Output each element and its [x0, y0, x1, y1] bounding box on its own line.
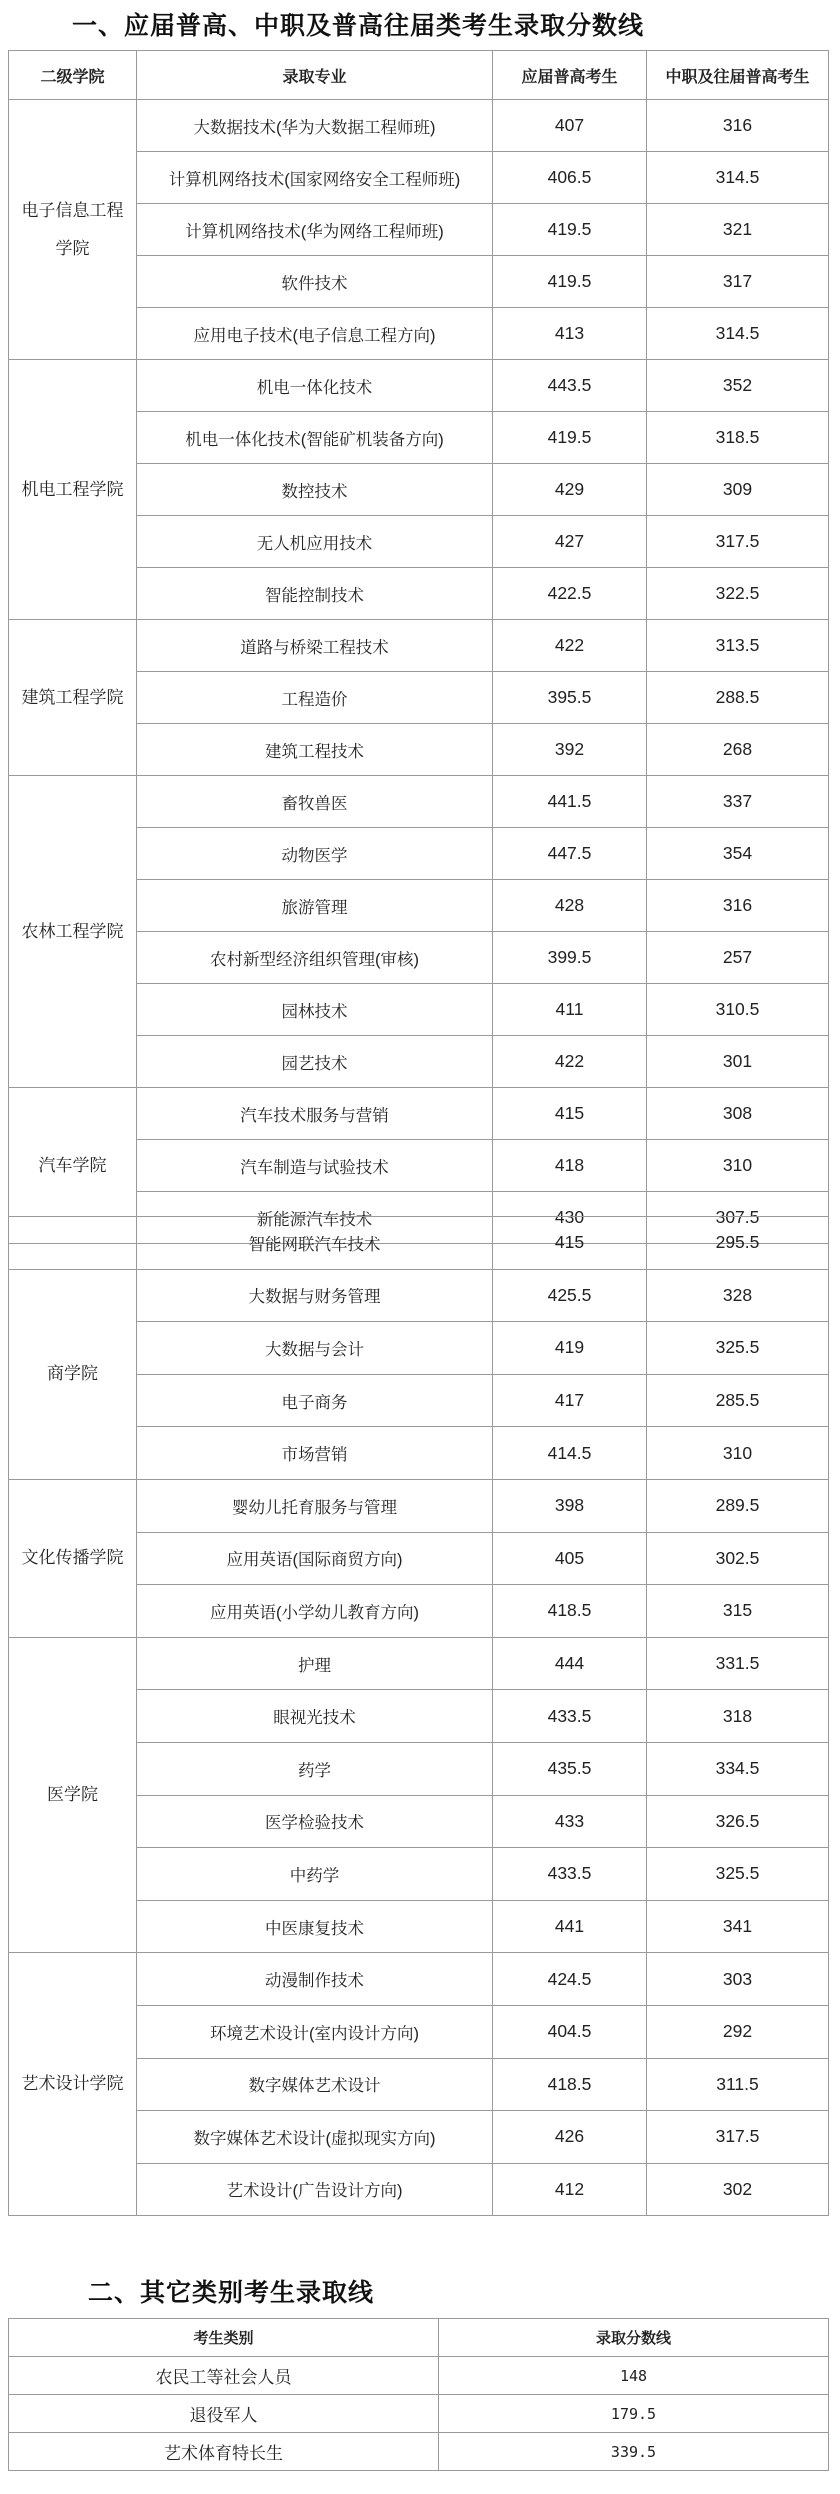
fresh-score: 406.5	[493, 152, 647, 204]
vocational-score: 302.5	[647, 1532, 829, 1585]
vocational-score: 325.5	[647, 1848, 829, 1901]
fresh-score: 399.5	[493, 932, 647, 984]
fresh-score: 427	[493, 516, 647, 568]
vocational-score: 310.5	[647, 984, 829, 1036]
score-table-part1	[8, 50, 829, 1244]
major-name: 应用英语(国际商贸方向)	[137, 1532, 493, 1585]
college-name: 电子信息工程 学院	[9, 100, 137, 360]
college-name-continued	[9, 1217, 137, 1270]
college-name: 商学院	[9, 1269, 137, 1479]
table-row	[9, 620, 829, 672]
other-header-row	[9, 2319, 829, 2357]
table-row	[9, 100, 829, 152]
vocational-score: 325.5	[647, 1322, 829, 1375]
vocational-score: 341	[647, 1900, 829, 1953]
fresh-score: 419.5	[493, 204, 647, 256]
major-name: 婴幼儿托育服务与管理	[137, 1479, 493, 1532]
major-name: 汽车技术服务与营销	[137, 1088, 493, 1140]
fresh-score: 404.5	[493, 2005, 647, 2058]
vocational-score: 307.5	[647, 1192, 829, 1244]
major-name: 大数据与会计	[137, 1322, 493, 1375]
vocational-score: 316	[647, 880, 829, 932]
fresh-score: 422	[493, 1036, 647, 1088]
fresh-score: 422	[493, 620, 647, 672]
vocational-score: 321	[647, 204, 829, 256]
major-name: 农村新型经济组织管理(审核)	[137, 932, 493, 984]
major-name: 中药学	[137, 1848, 493, 1901]
header-cutoff: 录取分数线	[439, 2319, 829, 2357]
fresh-score: 415	[493, 1217, 647, 1270]
fresh-score: 441	[493, 1900, 647, 1953]
college-name: 汽车学院	[9, 1088, 137, 1244]
major-name: 软件技术	[137, 256, 493, 308]
table-row	[9, 2395, 829, 2433]
major-name: 新能源汽车技术	[137, 1192, 493, 1244]
fresh-score: 441.5	[493, 776, 647, 828]
major-name: 道路与桥梁工程技术	[137, 620, 493, 672]
fresh-score: 422.5	[493, 568, 647, 620]
vocational-score: 334.5	[647, 1742, 829, 1795]
section2-title: 二、其它类别考生录取线	[88, 2278, 375, 2307]
fresh-score: 414.5	[493, 1427, 647, 1480]
category-name: 艺术体育特长生	[9, 2433, 439, 2471]
table-row	[9, 1088, 829, 1140]
major-name: 建筑工程技术	[137, 724, 493, 776]
fresh-score: 419	[493, 1322, 647, 1375]
major-name: 机电一体化技术	[137, 360, 493, 412]
fresh-score: 418	[493, 1140, 647, 1192]
table-row	[9, 1637, 829, 1690]
fresh-score: 418.5	[493, 1585, 647, 1638]
table-row	[9, 1269, 829, 1322]
section1-title: 一、应届普高、中职及普高往届类考生录取分数线	[72, 11, 645, 40]
fresh-score: 425.5	[493, 1269, 647, 1322]
vocational-score: 303	[647, 1953, 829, 2006]
vocational-score: 285.5	[647, 1374, 829, 1427]
fresh-score: 419.5	[493, 256, 647, 308]
table-header-row	[9, 51, 829, 100]
major-name: 数字媒体艺术设计(虚拟现实方向)	[137, 2111, 493, 2164]
vocational-score: 310	[647, 1427, 829, 1480]
major-name: 电子商务	[137, 1374, 493, 1427]
header-category: 考生类别	[9, 2319, 439, 2357]
fresh-score: 433	[493, 1795, 647, 1848]
fresh-score: 405	[493, 1532, 647, 1585]
major-name: 计算机网络技术(华为网络工程师班)	[137, 204, 493, 256]
major-name: 工程造价	[137, 672, 493, 724]
table-row	[9, 2357, 829, 2395]
vocational-score: 317	[647, 256, 829, 308]
vocational-score: 314.5	[647, 308, 829, 360]
vocational-score: 311.5	[647, 2058, 829, 2111]
fresh-score: 419.5	[493, 412, 647, 464]
fresh-score: 395.5	[493, 672, 647, 724]
major-name: 眼视光技术	[137, 1690, 493, 1743]
major-name: 艺术设计(广告设计方向)	[137, 2163, 493, 2216]
fresh-score: 398	[493, 1479, 647, 1532]
table-row	[9, 2433, 829, 2471]
fresh-score: 444	[493, 1637, 647, 1690]
major-name: 汽车制造与试验技术	[137, 1140, 493, 1192]
table-row	[9, 360, 829, 412]
vocational-score: 316	[647, 100, 829, 152]
major-name: 数控技术	[137, 464, 493, 516]
major-name: 动物医学	[137, 828, 493, 880]
header-major: 录取专业	[137, 51, 493, 100]
college-name: 农林工程学院	[9, 776, 137, 1088]
major-name: 应用英语(小学幼儿教育方向)	[137, 1585, 493, 1638]
cutoff-score: 148	[439, 2357, 829, 2395]
vocational-score: 313.5	[647, 620, 829, 672]
vocational-score: 309	[647, 464, 829, 516]
fresh-score: 415	[493, 1088, 647, 1140]
vocational-score: 317.5	[647, 2111, 829, 2164]
major-name: 无人机应用技术	[137, 516, 493, 568]
vocational-score: 328	[647, 1269, 829, 1322]
vocational-score: 289.5	[647, 1479, 829, 1532]
major-name: 大数据技术(华为大数据工程师班)	[137, 100, 493, 152]
major-name: 环境艺术设计(室内设计方向)	[137, 2005, 493, 2058]
vocational-score: 317.5	[647, 516, 829, 568]
header-vocational-score: 中职及往届普高考生	[647, 51, 829, 100]
college-name: 文化传播学院	[9, 1479, 137, 1637]
major-name: 动漫制作技术	[137, 1953, 493, 2006]
college-name: 艺术设计学院	[9, 1953, 137, 2216]
fresh-score: 433.5	[493, 1848, 647, 1901]
vocational-score: 308	[647, 1088, 829, 1140]
fresh-score: 418.5	[493, 2058, 647, 2111]
vocational-score: 302	[647, 2163, 829, 2216]
vocational-score: 331.5	[647, 1637, 829, 1690]
vocational-score: 314.5	[647, 152, 829, 204]
fresh-score: 447.5	[493, 828, 647, 880]
vocational-score: 268	[647, 724, 829, 776]
fresh-score: 412	[493, 2163, 647, 2216]
category-name: 退役军人	[9, 2395, 439, 2433]
vocational-score: 295.5	[647, 1217, 829, 1270]
major-name: 园林技术	[137, 984, 493, 1036]
major-name: 机电一体化技术(智能矿机装备方向)	[137, 412, 493, 464]
cutoff-score: 339.5	[439, 2433, 829, 2471]
vocational-score: 337	[647, 776, 829, 828]
major-name: 园艺技术	[137, 1036, 493, 1088]
major-name: 智能网联汽车技术	[137, 1217, 493, 1270]
major-name: 计算机网络技术(国家网络安全工程师班)	[137, 152, 493, 204]
fresh-score: 417	[493, 1374, 647, 1427]
header-fresh-score: 应届普高考生	[493, 51, 647, 100]
vocational-score: 326.5	[647, 1795, 829, 1848]
vocational-score: 292	[647, 2005, 829, 2058]
table-row	[9, 776, 829, 828]
table-row	[9, 1479, 829, 1532]
fresh-score: 428	[493, 880, 647, 932]
table-row	[9, 1217, 829, 1270]
fresh-score: 429	[493, 464, 647, 516]
fresh-score: 411	[493, 984, 647, 1036]
fresh-score: 413	[493, 308, 647, 360]
college-name: 机电工程学院	[9, 360, 137, 620]
score-table-part2	[8, 1216, 829, 2216]
header-college: 二级学院	[9, 51, 137, 100]
vocational-score: 310	[647, 1140, 829, 1192]
major-name: 护理	[137, 1637, 493, 1690]
major-name: 中医康复技术	[137, 1900, 493, 1953]
vocational-score: 288.5	[647, 672, 829, 724]
fresh-score: 407	[493, 100, 647, 152]
vocational-score: 315	[647, 1585, 829, 1638]
major-name: 智能控制技术	[137, 568, 493, 620]
major-name: 医学检验技术	[137, 1795, 493, 1848]
fresh-score: 433.5	[493, 1690, 647, 1743]
cutoff-score: 179.5	[439, 2395, 829, 2433]
vocational-score: 352	[647, 360, 829, 412]
vocational-score: 322.5	[647, 568, 829, 620]
major-name: 畜牧兽医	[137, 776, 493, 828]
vocational-score: 318.5	[647, 412, 829, 464]
fresh-score: 424.5	[493, 1953, 647, 2006]
major-name: 药学	[137, 1742, 493, 1795]
major-name: 数字媒体艺术设计	[137, 2058, 493, 2111]
major-name: 市场营销	[137, 1427, 493, 1480]
major-name: 大数据与财务管理	[137, 1269, 493, 1322]
college-name: 医学院	[9, 1637, 137, 1953]
vocational-score: 301	[647, 1036, 829, 1088]
fresh-score: 435.5	[493, 1742, 647, 1795]
major-name: 旅游管理	[137, 880, 493, 932]
table-row	[9, 1953, 829, 2006]
vocational-score: 318	[647, 1690, 829, 1743]
fresh-score: 426	[493, 2111, 647, 2164]
vocational-score: 354	[647, 828, 829, 880]
major-name: 应用电子技术(电子信息工程方向)	[137, 308, 493, 360]
fresh-score: 392	[493, 724, 647, 776]
college-name: 建筑工程学院	[9, 620, 137, 776]
category-name: 农民工等社会人员	[9, 2357, 439, 2395]
vocational-score: 257	[647, 932, 829, 984]
fresh-score: 443.5	[493, 360, 647, 412]
other-category-table	[8, 2318, 829, 2471]
fresh-score: 430	[493, 1192, 647, 1244]
